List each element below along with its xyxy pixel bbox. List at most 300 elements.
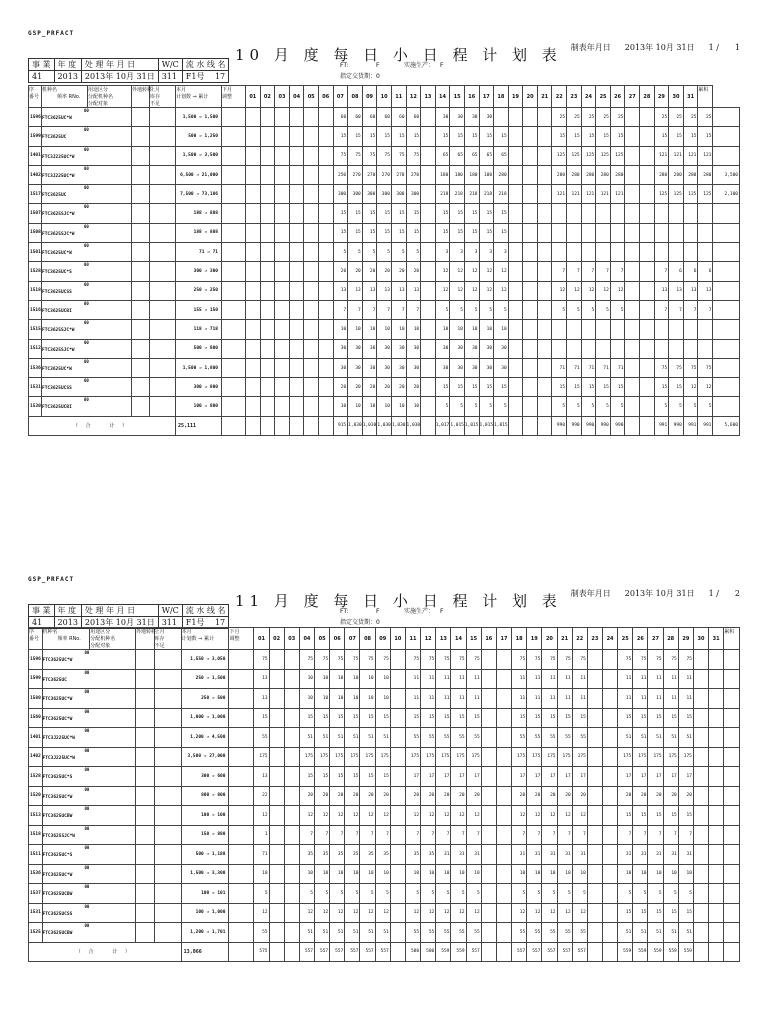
- day-quantity: 31: [678, 845, 693, 865]
- row-number: 1560: [29, 708, 43, 728]
- day-quantity: 270: [391, 165, 406, 184]
- day-quantity: [390, 786, 405, 806]
- day-quantity: [537, 339, 552, 358]
- day-quantity: 10: [451, 864, 466, 884]
- day-quantity: 121: [669, 146, 684, 165]
- plan-quantity: 250 ⇒ 500: [181, 689, 229, 709]
- day-quantity: 35: [345, 845, 360, 865]
- row-remark: [713, 223, 740, 242]
- line-header-cell: W/C: [158, 605, 182, 617]
- plan-quantity: 100 ⇒ 1,000: [181, 903, 229, 923]
- day-quantity: 20: [648, 786, 663, 806]
- table-row: [29, 884, 740, 904]
- day-quantity: 5: [450, 300, 465, 319]
- day-quantity: [421, 378, 436, 397]
- day-quantity: 71: [581, 358, 596, 377]
- day-quantity: 10: [254, 864, 269, 884]
- table-row: [29, 281, 740, 300]
- day-quantity: [289, 146, 304, 165]
- day-quantity: [275, 185, 290, 204]
- usage-code: 00: [84, 378, 89, 384]
- day-quantity: 30: [450, 358, 465, 377]
- table-row: [29, 923, 740, 943]
- day-quantity: 15: [345, 767, 360, 787]
- day-total: 990: [610, 416, 625, 435]
- day-quantity: [269, 845, 284, 865]
- table-row: [29, 864, 740, 884]
- day-quantity: [284, 864, 299, 884]
- day-quantity: [260, 358, 275, 377]
- day-quantity: [693, 903, 708, 923]
- day-column-header: 29: [654, 86, 669, 108]
- day-quantity: [390, 669, 405, 689]
- model-cell: [42, 204, 132, 223]
- day-quantity: 12: [450, 262, 465, 281]
- model-cell: [42, 146, 132, 165]
- day-quantity: 10: [377, 320, 392, 339]
- day-column-header: 30: [693, 628, 708, 650]
- day-column-header: 06: [330, 628, 345, 650]
- usage-code: 00: [84, 923, 90, 928]
- day-quantity: [625, 281, 640, 300]
- stock-cell: [150, 300, 176, 319]
- day-quantity: [537, 108, 552, 127]
- day-total: 580: [421, 942, 436, 962]
- day-quantity: 75: [633, 650, 648, 670]
- day-quantity: 5: [527, 884, 542, 904]
- day-quantity: 5: [698, 397, 713, 416]
- day-quantity: [269, 650, 284, 670]
- day-quantity: [537, 204, 552, 223]
- day-quantity: 7: [542, 825, 557, 845]
- day-quantity: [318, 300, 333, 319]
- day-total: 1,017: [435, 416, 450, 435]
- day-quantity: [318, 262, 333, 281]
- day-quantity: [640, 223, 655, 242]
- day-quantity: [508, 165, 523, 184]
- day-quantity: 5: [377, 243, 392, 262]
- day-quantity: [709, 669, 724, 689]
- day-quantity: [304, 378, 319, 397]
- day-quantity: 51: [375, 923, 390, 943]
- day-quantity: 12: [479, 262, 494, 281]
- plan-quantity: 250 ⇒ 250: [176, 281, 222, 300]
- day-quantity: [284, 689, 299, 709]
- model-cell: [42, 825, 135, 845]
- day-quantity: 7: [391, 300, 406, 319]
- row-number: 1525: [29, 923, 43, 943]
- day-quantity: [640, 378, 655, 397]
- day-quantity: 12: [596, 281, 611, 300]
- day-quantity: 11: [618, 689, 633, 709]
- day-quantity: [284, 786, 299, 806]
- day-quantity: [289, 243, 304, 262]
- day-quantity: [537, 165, 552, 184]
- row-number: 1520: [29, 786, 43, 806]
- day-column-header: 01: [254, 628, 269, 650]
- day-quantity: [260, 397, 275, 416]
- stock-cell: [154, 786, 181, 806]
- row-number: 1536: [29, 358, 42, 377]
- day-quantity: 175: [254, 747, 269, 767]
- day-quantity: 280: [567, 165, 582, 184]
- day-column-header: 28: [640, 86, 655, 108]
- day-quantity: [284, 708, 299, 728]
- row-remark: [713, 204, 740, 223]
- day-quantity: 55: [254, 728, 269, 748]
- day-quantity: [625, 320, 640, 339]
- day-quantity: 12: [479, 281, 494, 300]
- day-quantity: 10: [362, 320, 377, 339]
- row-remark: [724, 728, 740, 748]
- day-quantity: 31: [663, 845, 678, 865]
- adjust-cell: [222, 223, 246, 242]
- transfer-cell: [132, 281, 150, 300]
- line-header-cell: 年 度: [54, 59, 81, 71]
- day-quantity: 7: [345, 825, 360, 845]
- day-quantity: [481, 864, 496, 884]
- day-total: [289, 416, 304, 435]
- day-quantity: 5: [345, 884, 360, 904]
- day-quantity: 1: [254, 825, 269, 845]
- day-quantity: 31: [436, 845, 451, 865]
- day-quantity: 15: [464, 127, 479, 146]
- day-quantity: 35: [375, 845, 390, 865]
- day-quantity: [421, 204, 436, 223]
- column-header-plan: 本月 计划数 ⇒ 累计: [176, 86, 222, 108]
- day-quantity: 10: [333, 320, 348, 339]
- day-quantity: [269, 903, 284, 923]
- row-number: 1536: [29, 864, 43, 884]
- made-date: 2013年 10月 31日: [624, 43, 695, 52]
- day-quantity: [275, 204, 290, 223]
- model-name: FTC3625UC*S: [42, 775, 73, 780]
- day-quantity: 11: [466, 669, 481, 689]
- day-quantity: 175: [648, 747, 663, 767]
- row-number: 1537: [29, 884, 43, 904]
- day-quantity: 175: [405, 747, 420, 767]
- day-column-header: 27: [625, 86, 640, 108]
- stock-cell: [150, 320, 176, 339]
- day-quantity: 20: [557, 786, 572, 806]
- day-column-header: 17: [496, 628, 511, 650]
- day-quantity: [284, 767, 299, 787]
- day-quantity: [587, 689, 602, 709]
- day-quantity: 15: [618, 903, 633, 923]
- adjust-cell: [229, 825, 254, 845]
- day-total: 1,015: [450, 416, 465, 435]
- day-quantity: 15: [669, 127, 684, 146]
- day-quantity: 20: [377, 262, 392, 281]
- day-quantity: [275, 378, 290, 397]
- day-quantity: [496, 923, 511, 943]
- day-quantity: [587, 884, 602, 904]
- day-quantity: [275, 320, 290, 339]
- day-quantity: 55: [451, 923, 466, 943]
- day-quantity: [304, 262, 319, 281]
- day-quantity: [625, 204, 640, 223]
- row-number: 1513: [29, 806, 43, 826]
- day-quantity: 15: [377, 223, 392, 242]
- model-name: FTC3625SJC*W: [42, 212, 75, 218]
- day-quantity: 7: [436, 825, 451, 845]
- day-quantity: [625, 358, 640, 377]
- day-quantity: [523, 243, 538, 262]
- day-quantity: 15: [254, 708, 269, 728]
- form-code: GSP_PRFACT: [28, 30, 75, 37]
- usage-code: 00: [84, 864, 90, 870]
- day-quantity: 13: [254, 689, 269, 709]
- day-quantity: 17: [405, 767, 420, 787]
- day-quantity: [683, 223, 698, 242]
- day-quantity: 51: [360, 923, 375, 943]
- day-quantity: [587, 825, 602, 845]
- day-quantity: 7: [654, 300, 669, 319]
- day-quantity: 55: [527, 923, 542, 943]
- plan-quantity: 100 ⇒ 800: [176, 397, 222, 416]
- table-row: [29, 262, 740, 281]
- meta-block: [557, 588, 740, 599]
- day-total: 559: [436, 942, 451, 962]
- day-quantity: 51: [633, 728, 648, 748]
- stock-cell: [154, 903, 181, 923]
- day-quantity: 15: [663, 903, 678, 923]
- day-quantity: [284, 669, 299, 689]
- day-quantity: [246, 185, 261, 204]
- row-number: 1531: [29, 903, 43, 923]
- day-quantity: 20: [315, 786, 330, 806]
- day-quantity: 11: [557, 669, 572, 689]
- day-column-header: 16: [481, 628, 496, 650]
- day-total: 559: [618, 942, 633, 962]
- day-quantity: 11: [663, 689, 678, 709]
- day-quantity: 55: [254, 923, 269, 943]
- table-row: [29, 650, 740, 670]
- day-quantity: 12: [254, 806, 269, 826]
- day-quantity: [318, 281, 333, 300]
- stock-cell: [150, 243, 176, 262]
- plan-quantity: 6,500 ⇒ 21,000: [176, 165, 222, 184]
- day-quantity: 51: [315, 923, 330, 943]
- stock-cell: [150, 223, 176, 242]
- row-number: 1530: [29, 397, 42, 416]
- table-row: [29, 358, 740, 377]
- day-quantity: 31: [633, 845, 648, 865]
- day-quantity: 75: [377, 146, 392, 165]
- day-quantity: 75: [669, 358, 684, 377]
- day-quantity: 10: [436, 864, 451, 884]
- stock-cell: [154, 708, 181, 728]
- row-number: 1402: [29, 165, 42, 184]
- stock-cell: [150, 204, 176, 223]
- day-quantity: 10: [330, 864, 345, 884]
- day-quantity: [269, 825, 284, 845]
- day-quantity: 125: [683, 185, 698, 204]
- model-name: FTC3625UC*W: [42, 251, 72, 257]
- day-total: [269, 942, 284, 962]
- day-quantity: [602, 767, 617, 787]
- day-quantity: [246, 108, 261, 127]
- usage-code: 00: [84, 281, 89, 287]
- day-quantity: [537, 127, 552, 146]
- stock-cell: [150, 185, 176, 204]
- day-quantity: 12: [610, 281, 625, 300]
- row-remark: [713, 358, 740, 377]
- day-column-header: 23: [587, 628, 602, 650]
- day-total: [260, 416, 275, 435]
- day-quantity: 10: [494, 320, 509, 339]
- day-quantity: [523, 262, 538, 281]
- day-quantity: 60: [348, 108, 363, 127]
- day-quantity: 12: [683, 378, 698, 397]
- header-field: FT:: [340, 608, 349, 615]
- row-remark: [724, 923, 740, 943]
- plan-quantity: 300 ⇒ 600: [181, 767, 229, 787]
- day-quantity: 15: [494, 378, 509, 397]
- day-quantity: 7: [648, 825, 663, 845]
- day-quantity: 7: [299, 825, 314, 845]
- day-quantity: [246, 243, 261, 262]
- day-quantity: 5: [464, 397, 479, 416]
- day-quantity: 12: [451, 806, 466, 826]
- day-total: 1,015: [479, 416, 494, 435]
- plan-quantity: 1,200 ⇒ 1,701: [181, 923, 229, 943]
- day-quantity: [508, 146, 523, 165]
- transfer-cell: [135, 786, 154, 806]
- day-quantity: 51: [345, 728, 360, 748]
- model-cell: [42, 923, 135, 943]
- day-quantity: 15: [436, 708, 451, 728]
- plan-quantity: 1,500 ⇒ 3,500: [176, 146, 222, 165]
- day-quantity: [421, 300, 436, 319]
- table-row: [29, 806, 740, 826]
- day-quantity: [269, 923, 284, 943]
- day-quantity: [602, 650, 617, 670]
- day-quantity: 11: [405, 669, 420, 689]
- day-quantity: 11: [421, 669, 436, 689]
- model-name: FTC3625SJC*W: [42, 833, 76, 839]
- model-cell: [42, 127, 132, 146]
- plan-quantity: 1,550 ⇒ 3,050: [181, 650, 229, 670]
- day-quantity: [693, 708, 708, 728]
- day-quantity: 20: [633, 786, 648, 806]
- line-header-cell: 311: [158, 71, 182, 83]
- day-quantity: [537, 185, 552, 204]
- day-quantity: [698, 339, 713, 358]
- day-quantity: [496, 650, 511, 670]
- day-total: [693, 942, 708, 962]
- day-quantity: 5: [405, 884, 420, 904]
- day-column-header: 15: [450, 86, 465, 108]
- adjust-cell: [229, 669, 254, 689]
- day-quantity: [654, 339, 669, 358]
- adjust-cell: [229, 767, 254, 787]
- model-cell: [42, 708, 135, 728]
- total-adjust: [222, 416, 246, 435]
- day-quantity: [640, 358, 655, 377]
- day-quantity: 280: [654, 165, 669, 184]
- day-quantity: 20: [405, 786, 420, 806]
- day-total: [523, 416, 538, 435]
- day-quantity: [602, 708, 617, 728]
- day-quantity: [481, 845, 496, 865]
- adjust-cell: [222, 185, 246, 204]
- day-quantity: 15: [494, 223, 509, 242]
- day-quantity: [698, 320, 713, 339]
- day-total: [537, 416, 552, 435]
- day-quantity: 31: [512, 845, 527, 865]
- line-header-cell: F1号 17: [182, 617, 229, 629]
- day-quantity: [304, 339, 319, 358]
- day-quantity: 15: [479, 127, 494, 146]
- adjust-cell: [222, 320, 246, 339]
- row-number: 1528: [29, 767, 43, 787]
- day-quantity: 15: [581, 378, 596, 397]
- day-quantity: 20: [348, 378, 363, 397]
- day-quantity: 55: [557, 728, 572, 748]
- day-quantity: [709, 689, 724, 709]
- row-remark: [724, 747, 740, 767]
- day-quantity: 10: [360, 864, 375, 884]
- day-quantity: 7: [421, 825, 436, 845]
- day-quantity: 13: [391, 281, 406, 300]
- day-quantity: 121: [581, 185, 596, 204]
- day-quantity: 55: [572, 923, 587, 943]
- total-quantity: 25,111: [176, 416, 222, 435]
- model-cell: [42, 650, 135, 670]
- day-quantity: 175: [572, 747, 587, 767]
- day-column-header: 17: [479, 86, 494, 108]
- day-quantity: 15: [330, 767, 345, 787]
- plan-quantity: 500 ⇒ 800: [176, 339, 222, 358]
- header-field: FT:: [340, 62, 349, 69]
- day-quantity: [537, 397, 552, 416]
- line-header-cell: 事 業: [29, 605, 55, 617]
- day-quantity: 15: [654, 127, 669, 146]
- model-cell: [42, 223, 132, 242]
- transfer-cell: [132, 165, 150, 184]
- usage-code: 00: [84, 825, 90, 831]
- day-quantity: 15: [466, 708, 481, 728]
- column-header-prev: 下月 调整: [229, 628, 254, 650]
- day-quantity: [496, 728, 511, 748]
- day-quantity: 20: [406, 262, 421, 281]
- day-quantity: 180: [450, 165, 465, 184]
- day-quantity: 7: [360, 825, 375, 845]
- day-quantity: 15: [435, 204, 450, 223]
- plan-quantity: 100 ⇒ 101: [181, 884, 229, 904]
- day-quantity: [602, 669, 617, 689]
- row-number: 1402: [29, 747, 43, 767]
- day-quantity: [275, 127, 290, 146]
- model-cell: [42, 320, 132, 339]
- meta-block: [557, 42, 740, 53]
- total-label: （ 合 计 ）: [29, 416, 176, 435]
- adjust-cell: [222, 358, 246, 377]
- day-quantity: 20: [466, 786, 481, 806]
- day-quantity: [683, 204, 698, 223]
- day-column-header: 11: [391, 86, 406, 108]
- day-quantity: [304, 146, 319, 165]
- day-quantity: 12: [512, 903, 527, 923]
- day-column-header: 03: [284, 628, 299, 650]
- day-quantity: 12: [330, 806, 345, 826]
- day-quantity: [289, 165, 304, 184]
- model-name: FTC3625UCSS: [42, 289, 72, 295]
- day-quantity: 10: [345, 669, 360, 689]
- row-number: 1517: [29, 185, 42, 204]
- day-quantity: 7: [330, 825, 345, 845]
